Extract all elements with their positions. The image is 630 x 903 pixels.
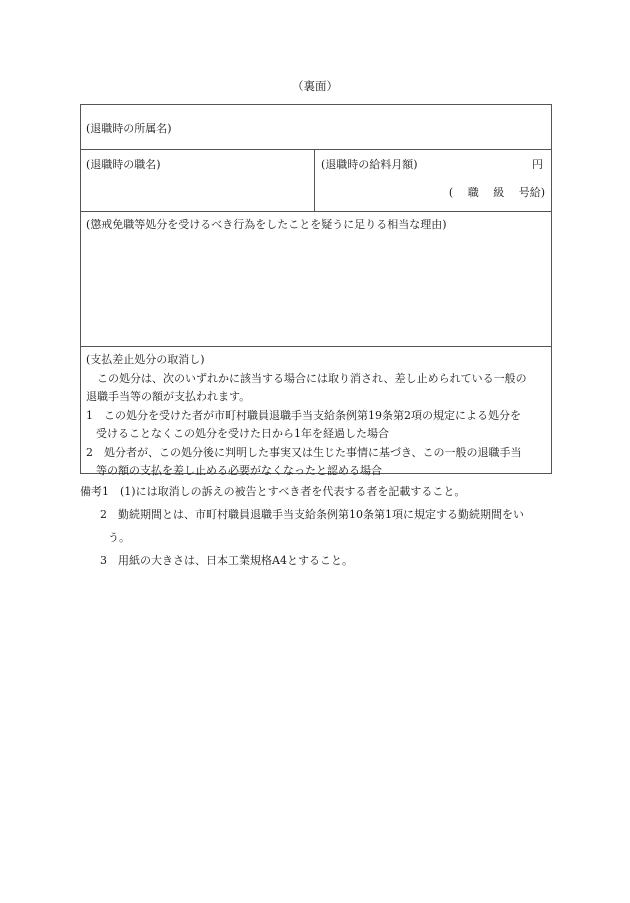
cancellation-intro-line-2: 退職手当等の額が支払われます。 (86, 390, 251, 403)
office-label: (退職時の所属名) (86, 122, 172, 135)
salary-label: (退職時の給料月額) (321, 158, 418, 171)
reason-row (81, 212, 551, 347)
job-title-label: (退職時の職名) (86, 158, 161, 171)
cancellation-intro-line-1: この処分は、次のいずれかに該当する場合には取り消され、差し止められている一般の (97, 371, 527, 385)
notice-form-table (80, 104, 552, 477)
cancellation-item-1-line-2: 受けることなくこの処分を受けた日から1年を経過した場合 (96, 427, 389, 440)
cancellation-block (86, 351, 547, 481)
salary-unit: 円 (532, 158, 543, 171)
job-title-cell (81, 150, 315, 211)
cancellation-item-1-line-1: 1 この処分を受けた者が市町村職員退職手当支給条例第19条第2項の規定による処分を (86, 408, 521, 422)
cancellation-row (81, 347, 551, 477)
salary-cell (315, 150, 551, 211)
remarks (80, 480, 560, 572)
office-row (81, 105, 551, 150)
remark-3: 3 用紙の大きさは、日本工業規格A4とすること。 (100, 554, 353, 567)
grade-line: ( 職 級 号給) (448, 186, 545, 199)
cancellation-item-2-line-2: 等の額の支払を差し止める必要がなくなったと認める場合 (96, 464, 382, 477)
remark-2-line-1: 2 勤続期間とは、市町村職員退職手当支給条例第10条第1項に規定する勤続期間をい (100, 508, 524, 521)
remark-1: 備考1 (1)には取消しの訴えの被告とすべき者を代表する者を記載すること。 (80, 485, 466, 498)
job-salary-row (81, 150, 551, 212)
remark-2-line-2: う。 (108, 531, 130, 544)
cancellation-title: (支払差止処分の取消し) (86, 353, 205, 366)
page-heading: （裏面） (292, 79, 338, 93)
reason-label: (懲戒免職等処分を受けるべき行為をしたことを疑うに足りる相当な理由) (86, 218, 447, 231)
cancellation-item-2-line-1: 2 処分者が、この処分後に判明した事実又は生じた事情に基づき、この一般の退職手当 (86, 445, 522, 459)
